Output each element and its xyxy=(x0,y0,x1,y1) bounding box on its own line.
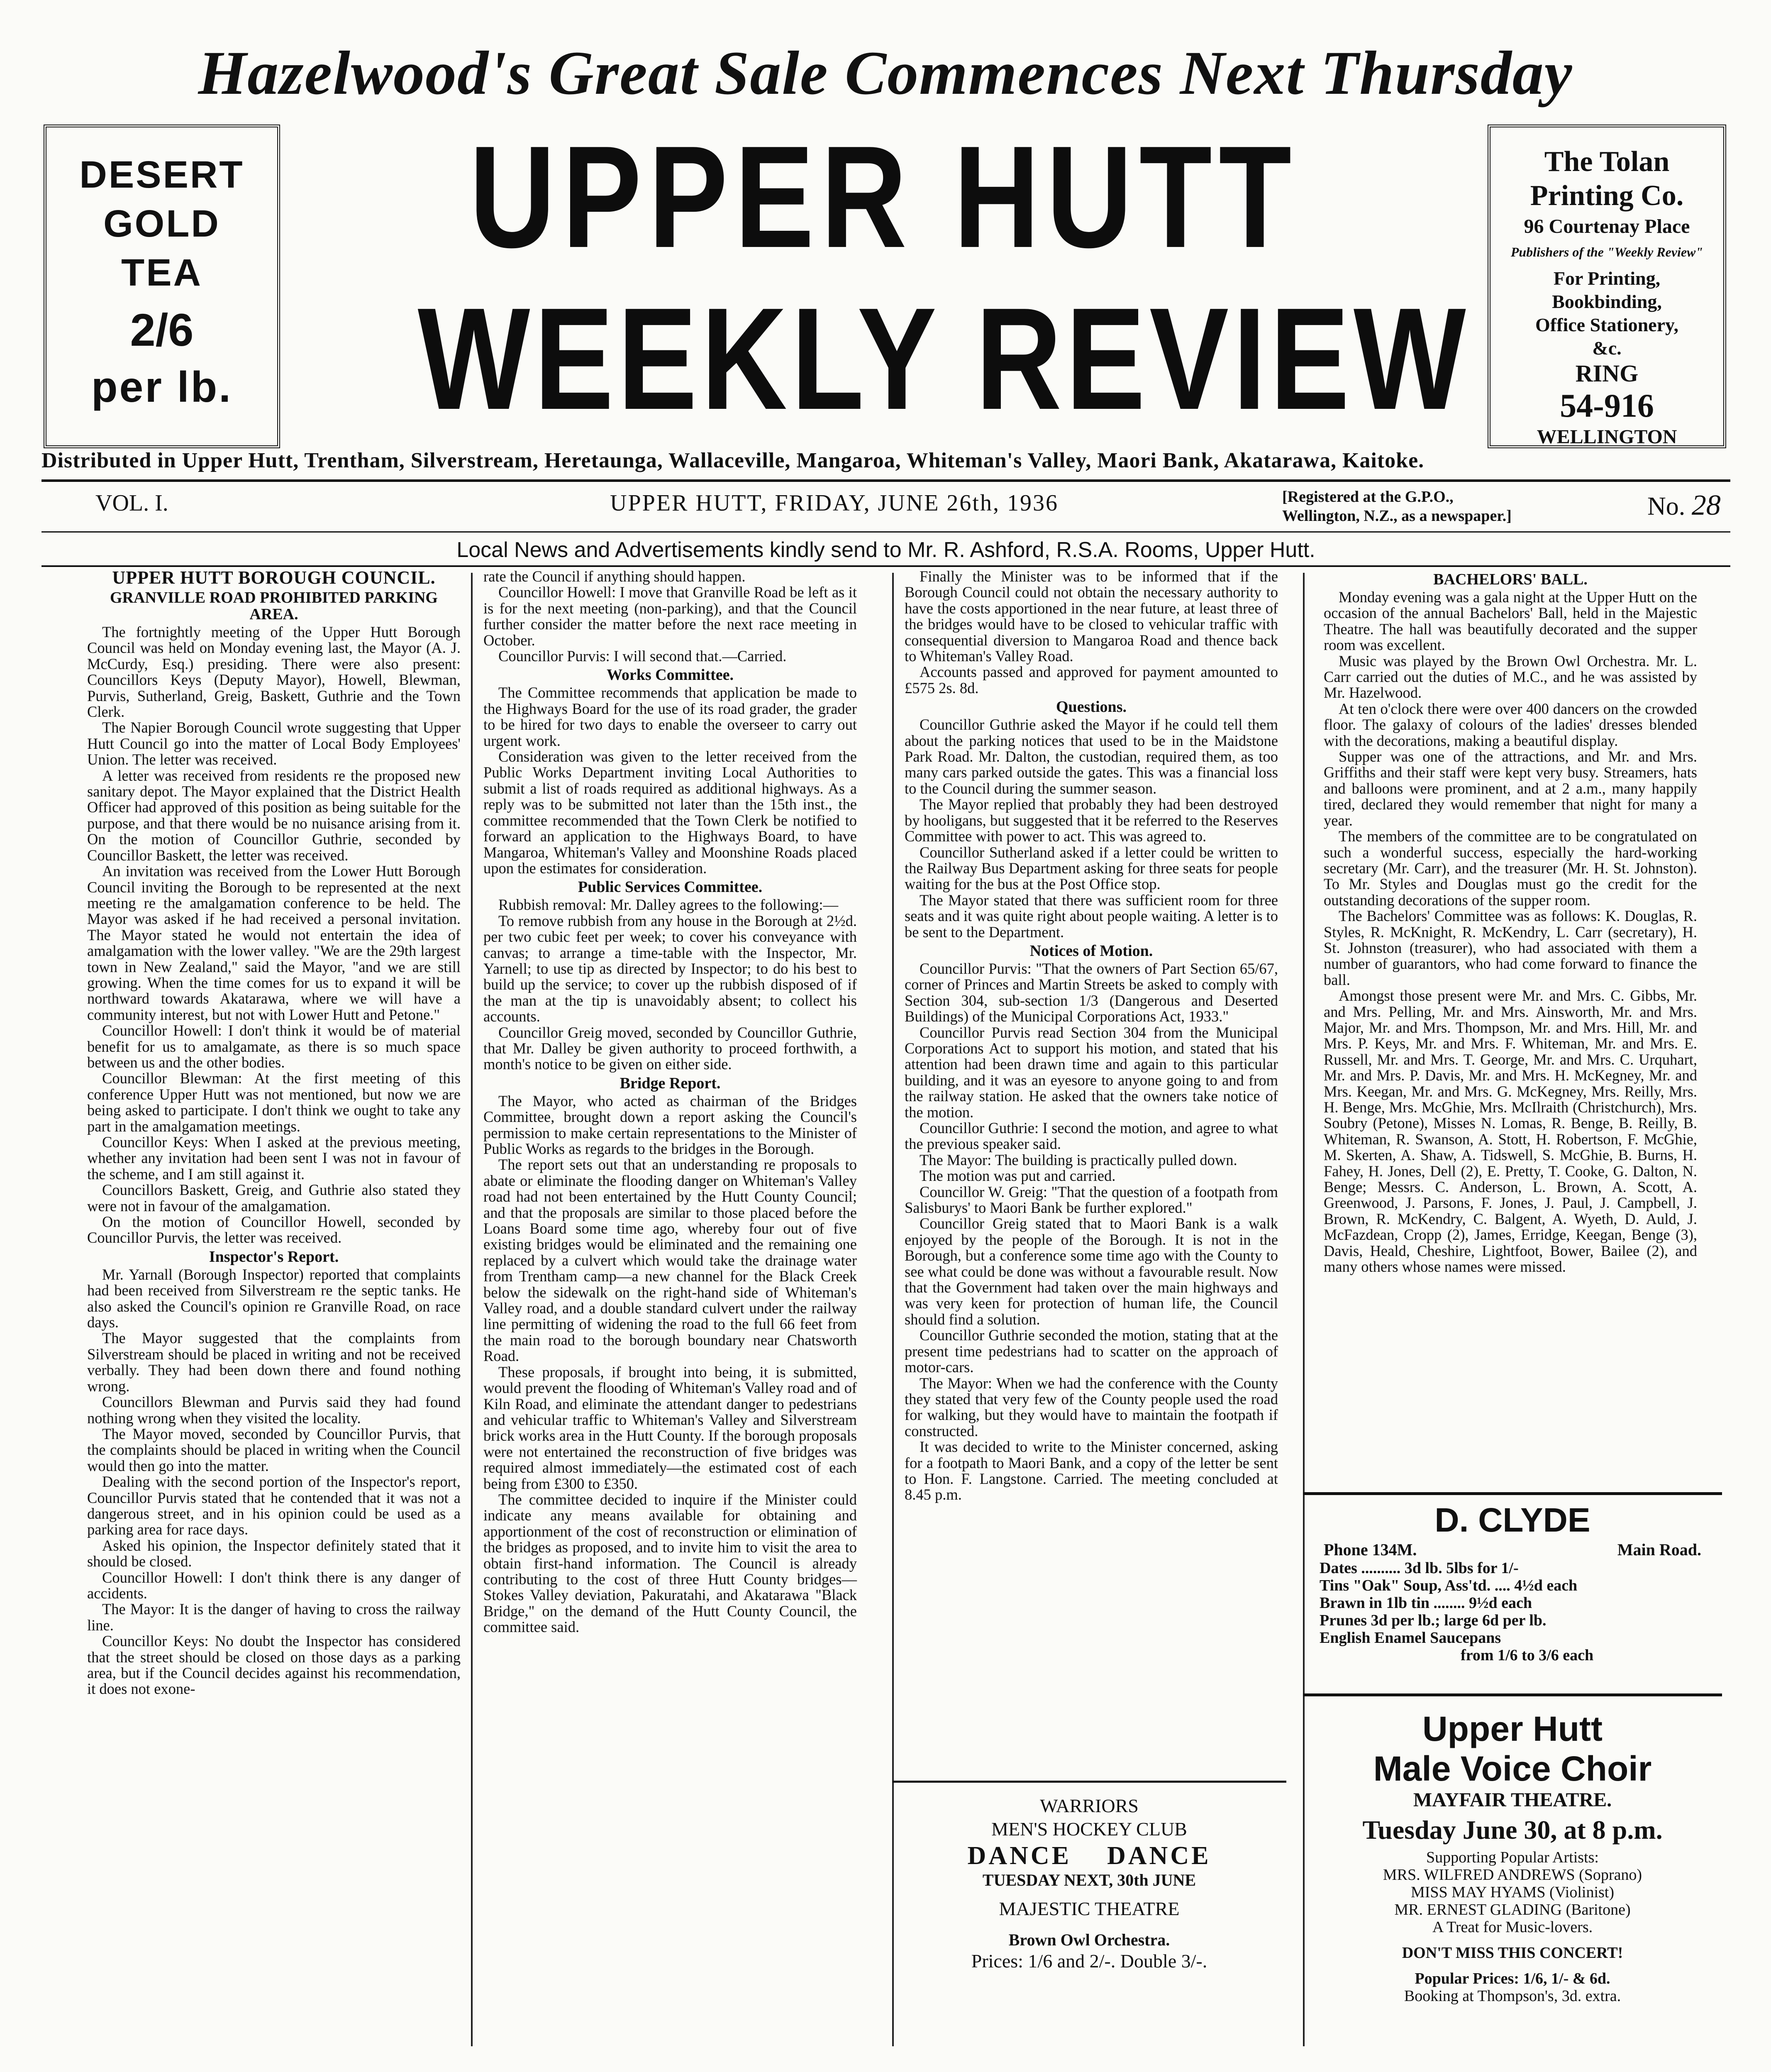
ear-left-line1: DESERT xyxy=(79,154,244,196)
advert-hockey-dance xyxy=(892,1781,1286,1973)
clyde-item: Dates .......... 3d lb. 5lbs for 1/- xyxy=(1320,1559,1519,1577)
choir-line: MR. ERNEST GLADING (Baritone) xyxy=(1394,1901,1631,1918)
issue-number-label: No. xyxy=(1647,492,1686,520)
hockey-line4: TUESDAY NEXT, 30th JUNE xyxy=(982,1871,1196,1889)
ear-right-for3: Office Stationery, xyxy=(1535,314,1678,335)
paragraph: Music was played by the Brown Owl Orchestra. Mr. L. Carr carried out the duties of M.C., and he was assisted by Mr. Hazelwood. xyxy=(1324,652,1697,701)
paragraph: Monday evening was a gala night at the Upper Hutt on the occasion of the annual Bachelors' Ball, held in the Majestic Theatre. The hall was beautifully decorated and the supper room was excellent. xyxy=(1324,589,1697,654)
paragraph: Dealing with the second portion of the Inspector's report, Councillor Purvis stated that he contended that it was not a dangerous street, and in his opinion could be used as a parking area for race days. xyxy=(87,1473,461,1538)
choir-title2: Male Voice Choir xyxy=(1373,1749,1652,1788)
paragraph: Councillor Blewman: At the first meeting of this conference Upper Hutt was not mentioned, but now we are being asked to participate. I don't think we ought to take any part in the amalgamation meetings. xyxy=(87,1070,461,1135)
section-heading: Public Services Committee. xyxy=(578,878,763,896)
ear-right-address: 96 Courtenay Place xyxy=(1524,215,1690,237)
registration-line2: Wellington, N.Z., as a newspaper.] xyxy=(1282,507,1512,525)
article-heading: UPPER HUTT BOROUGH COUNCIL. xyxy=(112,567,436,588)
banner-headline: Hazelwood's Great Sale Commences Next Thursday xyxy=(198,39,1573,108)
registration-line1: [Registered at the G.P.O., xyxy=(1282,488,1454,506)
paragraph: Councillor Purvis read Section 304 from the Municipal Corporations Act to support his motion, and stated that his attention had been drawn time and again to this particular building, and it was an eyesore to anyone going to and from the railway station. He asked that the owners take notice of the motion. xyxy=(905,1024,1278,1121)
paragraph: The Mayor: The building is practically pulled down. xyxy=(920,1151,1237,1168)
section-heading: Bridge Report. xyxy=(620,1074,721,1092)
article-borough-council-continued xyxy=(483,569,857,1635)
clyde-contact xyxy=(1303,1540,1722,1559)
clyde-item: Tins "Oak" Soup, Ass'td. .... 4½d each xyxy=(1320,1577,1578,1594)
masthead-rule-top xyxy=(41,479,1730,482)
choir-line: Booking at Thompson's, 3d. extra. xyxy=(1404,1987,1621,2005)
paragraph: The committee decided to inquire if the Minister could indicate any means available for obtaining and apportionment of the cost of reconstruction or elimination of the bridges as proposed, and to invite him to visit the area to obtain first-hand information. The Council is already contributing to the cost of three Hutt County bridges—Stokes Valley deviation, Pakuratahi, and Akatarawa "Black Bridge," on the demand of the Hutt County Council, the committee said. xyxy=(483,1490,857,1636)
ear-advert-tolan-printing xyxy=(1488,125,1726,448)
choir-line: Supporting Popular Artists: xyxy=(1426,1849,1599,1866)
clyde-item: Brawn in 1lb tin ........ 9½d each xyxy=(1320,1594,1532,1612)
ear-right-ring: RING xyxy=(1575,360,1639,387)
paragraph: Councillor Guthrie asked the Mayor if he could tell them about the parking notices that used to be in the Maidstone Park Road. Mr. Dalton, the custodian, required them, as too many cars parked outside the gates. This was a financial loss to the Council during the summer season. xyxy=(905,716,1278,797)
article-heading: BACHELORS' BALL. xyxy=(1433,571,1588,588)
notice-rule xyxy=(41,565,1730,567)
paragraph: Mr. Yarnall (Borough Inspector) reported that complaints had been received from Silverstream re the septic tanks. He also asked the Council's opinion re Granville Road, on race days. xyxy=(87,1266,461,1331)
paragraph: Councillor Howell: I move that Granville Road be left as it is for the next meeting (non-parking), and that the Council further consider the matter before the next race meeting in October. xyxy=(483,584,857,649)
clyde-address: Main Road. xyxy=(1617,1540,1701,1559)
advert-d-clyde xyxy=(1303,1492,1722,1664)
masthead-line2: WEEKLY REVIEW xyxy=(417,278,1470,440)
hockey-line3: DANCE DANCE xyxy=(967,1842,1211,1870)
ear-right-name2: Printing Co. xyxy=(1530,180,1684,212)
article-subheading: GRANVILLE ROAD PROHIBITED PARKING AREA. xyxy=(110,589,438,623)
choir-line: Popular Prices: 1/6, 1/- & 6d. xyxy=(1415,1970,1610,1987)
paragraph: The motion was put and carried. xyxy=(920,1167,1116,1185)
ear-left-line2: GOLD xyxy=(103,203,220,245)
ear-advert-desert-gold-tea xyxy=(44,125,280,448)
paragraph: Asked his opinion, the Inspector definitely stated that it should be closed. xyxy=(87,1537,461,1570)
paragraph: Councillor Purvis: I will second that.—Carried. xyxy=(498,648,787,665)
paragraph: Councillor Purvis: "That the owners of Part Section 65/67, corner of Princes and Martin Streets be asked to comply with Section 304, sub-section 1/3 (Dangerous and Deserted Buildings) of the Municipal Corporations Act, 1933." xyxy=(905,960,1278,1025)
paragraph: Councillor Keys: When I asked at the previous meeting, whether any invitation had been sent I was not in favour of the scheme, and I am still against it. xyxy=(87,1134,461,1183)
clyde-phone: Phone 134M. xyxy=(1324,1540,1417,1559)
paragraph: The Mayor suggested that the complaints from Silverstream should be placed in writing and not be received verbally. They had been down there and found nothing wrong. xyxy=(87,1329,461,1395)
hockey-line5: MAJESTIC THEATRE xyxy=(999,1898,1180,1919)
column-divider-1 xyxy=(471,573,473,2046)
paragraph: Councillors Baskett, Greig, and Guthrie also stated they were not in favour of the amalgamation. xyxy=(87,1181,461,1214)
paragraph: Supper was one of the attractions, and Mr. and Mrs. Griffiths and their staff were kept very busy. Streamers, hats and balloons were prominent, and at 2 a.m., many happily tired, declared they would remember that night for many a year. xyxy=(1324,748,1697,829)
clyde-item: Prunes 3d per lb.; large 6d per lb. xyxy=(1320,1612,1547,1629)
distribution-line: Distributed in Upper Hutt, Trentham, Silverstream, Heretaunga, Wallaceville, Mangaroa, Whiteman's Valley, Maori Bank, Akatarawa, Kaitoke. xyxy=(41,449,1425,472)
hockey-line1: WARRIORS xyxy=(1040,1795,1139,1816)
paragraph: The Mayor replied that probably they had been destroyed by hooligans, but suggested that it be referred to the Reserves Committee with power to act. This was agreed to. xyxy=(905,796,1278,845)
paragraph: The Napier Borough Council wrote suggesting that Upper Hutt Council go into the matter of Local Body Employees' Union. The letter was received. xyxy=(87,719,461,768)
choir-line: DON'T MISS THIS CONCERT! xyxy=(1402,1944,1623,1962)
paragraph: Councillors Blewman and Purvis said they had found nothing wrong when they visited the locality. xyxy=(87,1393,461,1427)
clyde-item: from 1/6 to 3/6 each xyxy=(1461,1647,1594,1664)
paragraph: The Bachelors' Committee was as follows: K. Douglas, R. Styles, R. McKnight, R. McKendry, L. Carr (secretary), H. St. Johnston (treasurer), who had associated with them a number of guarantors, who had come forward to finance the ball. xyxy=(1324,907,1697,988)
paragraph: Councillor Greig moved, seconded by Councillor Guthrie, that Mr. Dalley be given authority to proceed forthwith, a month's notice to be given on either side. xyxy=(483,1024,857,1073)
ear-right-for2: Bookbinding, xyxy=(1552,291,1662,312)
ear-right-publishers: Publishers of the "Weekly Review" xyxy=(1510,244,1703,259)
paragraph: The fortnightly meeting of the Upper Hutt Borough Council was held on Monday evening last, the Mayor (A. J. McCurdy, Esq.) presiding. There were also present: Councillors Keys (Deputy Mayor), Howell, Blewman, Purvis, Sutherland, Greig, Baskett, Guthrie and the Town Clerk. xyxy=(87,623,461,721)
paragraph: Accounts passed and approved for payment amounted to £575 2s. 8d. xyxy=(905,663,1278,696)
ear-left-price: 2/6 xyxy=(130,305,194,356)
paragraph: Councillor Keys: No doubt the Inspector has considered that the street should be closed on those days as a parking area, but if the Council decides against his recommendation, it does not exone- xyxy=(87,1632,461,1698)
paragraph: The Mayor moved, seconded by Councillor Purvis, that the complaints should be placed in writing when the Council would then go into the matter. xyxy=(87,1425,461,1474)
issue-number-value: 28 xyxy=(1691,489,1721,521)
paragraph: These proposals, if brought into being, it is submitted, would prevent the flooding of Whiteman's Valley road and of Kiln Road, and eliminate the attendant danger to pedestrians and vehicular traffic to Whiteman's Valley and Silverstream brick works area in the Hutt County. If the borough proposals were not entertained the reconstruction of five bridges was required almost immediately—the estimated cost of each being from £300 to £350. xyxy=(483,1363,857,1492)
ear-left-line3: TEA xyxy=(121,252,202,294)
ear-right-city: WELLINGTON xyxy=(1537,426,1677,448)
paragraph: A letter was received from residents re the proposed new sanitary depot. The Mayor explained that the District Health Officer had approved of this position as being suitable for the purpose, and that there would be no nuisance arising from it. On the motion of Councillor Guthrie, seconded by Councillor Baskett, the letter was received. xyxy=(87,767,461,864)
hockey-line2: MEN'S HOCKEY CLUB xyxy=(991,1818,1187,1840)
ear-right-name1: The Tolan xyxy=(1544,146,1670,178)
paragraph: Councillor Guthrie: I second the motion, and agree to what the previous speaker said. xyxy=(905,1119,1278,1153)
choir-venue: MAYFAIR THEATRE. xyxy=(1413,1789,1612,1811)
choir-date: Tuesday June 30, at 8 p.m. xyxy=(1362,1815,1663,1845)
paragraph: Consideration was given to the letter received from the Public Works Department inviting Local Authorities to submit a list of roads required as additional highways. As a reply was to be submitted not later than the 15th inst., the committee recommended that the Town Clerk be notified to forward an application to the Highways Board, to have Mangaroa, Whiteman's Valley and Moonshine Roads placed upon the estimates for consideration. xyxy=(483,748,857,877)
choir-line: MRS. WILFRED ANDREWS (Soprano) xyxy=(1383,1866,1642,1884)
contact-notice: Local News and Advertisements kindly send to Mr. R. Ashford, R.S.A. Rooms, Upper Hutt. xyxy=(456,538,1315,562)
registration-note xyxy=(1282,487,1512,525)
section-heading: Inspector's Report. xyxy=(209,1248,339,1266)
choir-line: A Treat for Music-lovers. xyxy=(1432,1918,1593,1936)
issue-number xyxy=(1647,489,1721,522)
article-borough-council xyxy=(87,569,461,1697)
ear-left-unit: per lb. xyxy=(91,363,233,411)
ear-right-for4: &c. xyxy=(1592,337,1622,359)
ear-right-for1: For Printing, xyxy=(1553,268,1661,289)
paragraph: An invitation was received from the Lower Hutt Borough Council inviting the Borough to be represented at the next meeting re the amalgamation conference to be held. The Mayor was asked if he had received a personal invitation. The Mayor stated he would not entertain the idea of amalgamation with the lower valley. "We are the 29th largest town in New Zealand," said the Mayor, "and we are still growing. When the time comes for us to expand it will be northward towards Akatarawa, where we will have a community interest, but not with Lower Hutt and Petone." xyxy=(87,863,461,1023)
paragraph: Councillor Howell: I don't think it would be of material benefit for us to amalgamate, as there is so much space between us and the other bodies. xyxy=(87,1022,461,1071)
hockey-line7: Prices: 1/6 and 2/-. Double 3/-. xyxy=(971,1950,1208,1972)
section-heading: Questions. xyxy=(1056,698,1127,716)
issue-rule xyxy=(41,531,1730,533)
paragraph: Finally the Minister was to be informed that if the Borough Council could not obtain the necessary authority to have the costs apportioned in the near future, at least three of the bridges would have to be closed to vehicular traffic with consequential diversion to Mangaroa Road and thence back to Whiteman's Valley Road. xyxy=(905,568,1278,665)
paragraph: The Mayor: It is the danger of having to cross the railway line. xyxy=(87,1600,461,1634)
paragraph: Amongst those present were Mr. and Mrs. C. Gibbs, Mr. and Mrs. Pelling, Mr. and Mrs. Ainsworth, Mr. and Mrs. Major, Mr. and Mrs. Thompson, Mr. and Mrs. Hill, Mr. and Mrs. P. Keys, Mr. and Mrs. F. Whiteman, Mr. and Mrs. E. Russell, Mr. and Mrs. T. George, Mr. and Mrs. C. Urquhart, Mr. and Mrs. P. Davis, Mr. and Mrs. H. McKegney, Mr. and Mrs. Keegan, Mr. and Mrs. G. McKegney, Mrs. Reilly, Mrs. H. Benge, Mrs. McGhie, Mrs. McIlraith (Christchurch), Mrs. Soubry (Petone), Misses N. Lomas, R. Benge, B. Reilly, B. Whiteman, R. Swanson, A. Stott, H. Robertson, F. McGhie, M. Skerten, A. Shaw, A. Tidswell, S. McGhie, B. Burns, H. Fahey, H. Jones, Dell (2), E. Pretty, T. Cooke, G. Dalton, N. Benge; Messrs. C. Anderson, L. Brown, A. Scott, A. Greenwood, J. Parsons, F. Jones, J. Paul, J. Campbell, J. Brown, R. McKendry, C. Balgent, A. Wyeth, D. Auld, J. McFazdean, Cropp (2), James, Erridge, Keegan, Benge (3), Davis, Heald, Cheshire, Lightfoot, Bower, Bailee (2), and many others whose names were missed. xyxy=(1324,987,1697,1275)
article-bachelors-ball xyxy=(1324,569,1697,1275)
paragraph: Councillor W. Greig: "That the question of a footpath from Salisburys' to Maori Bank be further explored." xyxy=(905,1183,1278,1217)
paragraph: Councillor Greig stated that to Maori Bank is a walk enjoyed by the people of the Borough. It is not in the Borough, but a conference some time ago with the County to see what could be done was without a favourable result. Now that the Government had taken over the main highways and was very keen for protection of human life, the Council should find a solution. xyxy=(905,1215,1278,1328)
paragraph: Councillor Howell: I don't think there is any danger of accidents. xyxy=(87,1569,461,1602)
article-borough-council-concluded xyxy=(905,569,1278,1503)
paragraph: The Mayor: When we had the conference with the County they stated that very few of the County people used the road for walking, but they would have to maintain the footpath if constructed. xyxy=(905,1374,1278,1439)
paragraph: To remove rubbish from any house in the Borough at 2½d. per two cubic feet per week; to cover his conveyance with canvas; to arrange a time-table with the Inspector, Mr. Yarnell; to use tip as directed by Inspector; to do his best to build up the service; to cover up the rubbish disposed of if the man at the tip is unavoidably absent; to collect his accounts. xyxy=(483,912,857,1025)
clyde-title: D. CLYDE xyxy=(1434,1501,1590,1539)
paragraph: The Mayor, who acted as chairman of the Bridges Committee, brought down a report asking the Council's permission to make certain representations to the Minister of Public Works as regards to the bridges in the Borough. xyxy=(483,1092,857,1157)
paragraph: Rubbish removal: Mr. Dalley agrees to the following:— xyxy=(498,896,839,914)
masthead-line1: UPPER HUTT xyxy=(469,116,1298,278)
advert-male-voice-choir xyxy=(1303,1693,1722,2005)
paragraph: Councillor Guthrie seconded the motion, stating that at the present time pedestrians had to scatter on the approach of motor-cars. xyxy=(905,1327,1278,1376)
paragraph: The Committee recommends that application be made to the Highways Board for the use of its road grader, the grader to be hired for two days to enable the overseer to carry out urgent work. xyxy=(483,684,857,749)
clyde-item: English Enamel Saucepans xyxy=(1320,1629,1501,1647)
paragraph: The members of the committee are to be congratulated on such a wonderful success, especially the hard-working secretary (Mr. Carr), and the treasurer (Mr. H. St. Johnston). To Mr. Styles and Douglas must go the credit for the outstanding decorations of the supper room. xyxy=(1324,828,1697,909)
paragraph: On the motion of Councillor Howell, seconded by Councillor Purvis, the letter was received. xyxy=(87,1213,461,1246)
paragraph: Councillor Sutherland asked if a letter could be written to the Railway Bus Department asking for three seats for people waiting for the bus at the Post Office stop. xyxy=(905,843,1278,893)
paragraph: The Mayor stated that there was sufficient room for three seats and it was quite right about people waiting. A letter is to be sent to the Department. xyxy=(905,891,1278,941)
paragraph: rate the Council if anything should happen. xyxy=(483,568,746,585)
choir-line: MISS MAY HYAMS (Violinist) xyxy=(1410,1884,1615,1901)
paragraph: It was decided to write to the Minister concerned, asking for a footpath to Maori Bank, and a copy of the letter be sent to Hon. F. Langstone. Carried. The meeting concluded at 8.45 p.m. xyxy=(905,1438,1278,1503)
volume-label: VOL. I. xyxy=(95,490,168,516)
hockey-line6: Brown Owl Orchestra. xyxy=(1008,1930,1170,1949)
section-heading: Notices of Motion. xyxy=(1029,942,1153,960)
choir-title1: Upper Hutt xyxy=(1422,1709,1603,1748)
paragraph: The report sets out that an understanding re proposals to abate or eliminate the flooding danger on Whiteman's Valley road had not been entertained by the Hutt County Council; and that the proposals are similar to those placed before the Loans Board some time ago, whereby four out of five existing bridges would be eliminated and the remaining one replaced by a culvert which would take the drainage water from Trentham camp—a new channel for the Black Creek below the sidewalk on the right-hand side of Whiteman's Valley road, and a double standard culvert under the railway line permitting of widening the road to the full 66 feet from the main road to the borough boundary near Chatsworth Road. xyxy=(483,1156,857,1365)
paragraph: At ten o'clock there were over 400 dancers on the crowded floor. The galaxy of colours of the ladies' dresses blended with the decorations, making a beautiful display. xyxy=(1324,700,1697,749)
dateline: UPPER HUTT, FRIDAY, JUNE 26th, 1936 xyxy=(610,490,1059,516)
issue-info-row xyxy=(41,486,1730,531)
ear-right-phone: 54-916 xyxy=(1560,388,1654,424)
section-heading: Works Committee. xyxy=(606,666,734,684)
